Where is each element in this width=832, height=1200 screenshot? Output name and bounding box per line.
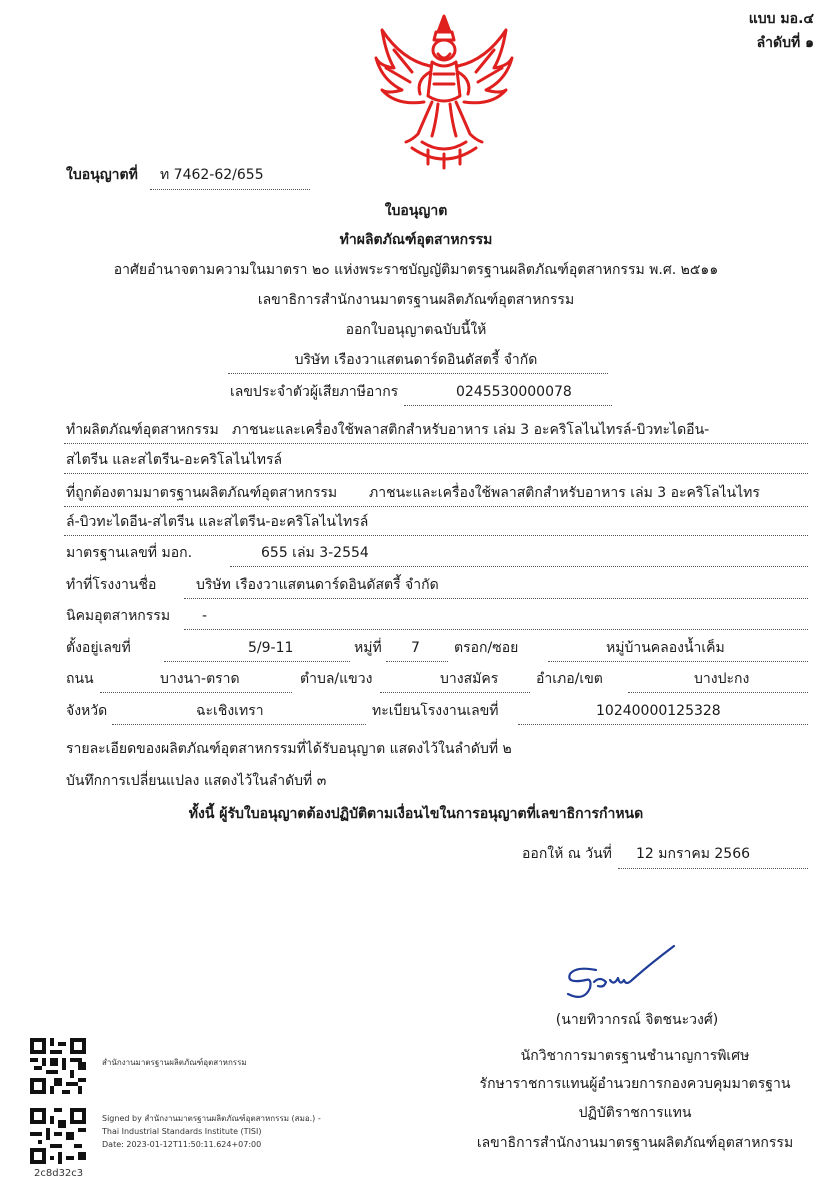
address-moo-value: 7 — [411, 640, 420, 656]
signature-icon — [560, 944, 690, 1006]
authority-line3: ออกใบอนุญาตฉบับนี้ให้ — [345, 322, 487, 338]
factory-label: ทำที่โรงงานชื่อ — [66, 577, 157, 593]
estate-value: - — [202, 608, 208, 624]
address-no-underline — [164, 661, 350, 662]
address-sub-label: ตำบล/แขวง — [300, 671, 373, 687]
address-soi-value: หมู่บ้านคลองน้ำเค็ม — [606, 640, 725, 656]
address-road-label: ถนน — [66, 671, 94, 687]
factory-underline — [184, 598, 808, 599]
address-sub-underline — [380, 692, 530, 693]
address-no-value: 5/9-11 — [248, 640, 294, 656]
address-reg-label: ทะเบียนโรงงานเลขที่ — [372, 703, 499, 719]
address-province-value: ฉะเชิงเทรา — [196, 703, 264, 719]
product-value-line2: สไตรีน และสไตรีน-อะคริโลไนไทรล์ — [66, 452, 283, 468]
standard-label: ที่ถูกต้องตามมาตรฐานผลิตภัณฑ์อุตสาหกรรม — [66, 485, 338, 501]
standard-value-line1: ภาชนะและเครื่องใช้พลาสติกสำหรับอาหาร เล่ม 3 อะคริโลไนไทร — [369, 485, 760, 501]
footer-office: สำนักงานมาตรฐานผลิตภัณฑ์อุตสาหกรรม — [102, 1058, 247, 1067]
garuda-emblem-icon — [372, 10, 516, 170]
signer-position-2: รักษาราชการแทนผู้อำนวยการกองควบคุมมาตรฐาน — [479, 1076, 791, 1092]
tax-underline — [404, 405, 612, 406]
license-label: ใบอนุญาตที่ — [66, 167, 138, 183]
authority-line2: เลขาธิการสำนักงานมาตรฐานผลิตภัณฑ์อุตสาหกรรม — [257, 292, 575, 308]
standard-no-label: มาตรฐานเลขที่ มอก. — [66, 545, 193, 561]
issued-underline — [618, 868, 808, 869]
address-road-value: บางนา-ตราด — [160, 671, 240, 687]
standard-no-value: 655 เล่ม 3-2554 — [261, 545, 369, 561]
license-underline — [150, 189, 310, 190]
factory-value: บริษัท เรืองวาแสตนดาร์ดอินดัสตรี้ จำกัด — [196, 577, 439, 593]
product-label: ทำผลิตภัณฑ์อุตสาหกรรม — [66, 422, 219, 438]
signer-position-3: ปฏิบัติราชการแทน — [578, 1105, 692, 1121]
address-soi-underline — [548, 661, 808, 662]
heading-subtitle: ทำผลิตภัณฑ์อุตสาหกรรม — [339, 232, 493, 248]
address-district-value: บางปะกง — [694, 671, 750, 687]
standard-underline-2 — [64, 535, 808, 536]
form-sequence: ลำดับที่ ๑ — [756, 35, 814, 51]
address-moo-label: หมู่ที่ — [354, 640, 382, 656]
standard-no-underline — [230, 566, 808, 567]
details-line1: รายละเอียดของผลิตภัณฑ์อุตสาหกรรมที่ได้รับอนุญาต แสดงไว้ในลำดับที่ ๒ — [66, 741, 512, 757]
product-value-line1: ภาชนะและเครื่องใช้พลาสติกสำหรับอาหาร เล่ม 3 อะคริโลไนไทรล์-บิวทะไดอีน- — [232, 422, 710, 438]
company-name: บริษัท เรืองวาแสตนดาร์ดอินดัสตรี้ จำกัด — [294, 352, 538, 368]
product-underline-2 — [64, 473, 808, 474]
signer-position-1: นักวิชาการมาตรฐานชำนาญการพิเศษ — [520, 1048, 750, 1064]
qr-code-icon — [30, 1038, 86, 1094]
address-province-label: จังหวัด — [66, 703, 108, 719]
signer-name: (นายทิวากรณ์ จิตชนะวงศ์) — [555, 1012, 719, 1028]
product-underline-1 — [64, 443, 808, 444]
details-line2: บันทึกการเปลี่ยนแปลง แสดงไว้ในลำดับที่ ๓ — [66, 773, 327, 789]
footer-institute: Thai Industrial Standards Institute (TISI) — [102, 1127, 262, 1136]
heading-title: ใบอนุญาต — [384, 203, 448, 219]
tax-label: เลขประจำตัวผู้เสียภาษีอากร — [230, 384, 399, 400]
address-district-underline — [628, 692, 808, 693]
address-province-underline — [112, 724, 366, 725]
condition-text: ทั้งนี้ ผู้รับใบอนุญาตต้องปฏิบัติตามเงื่อนไขในการอนุญาตที่เลขาธิการกำหนด — [188, 806, 644, 822]
issued-label: ออกให้ ณ วันที่ — [522, 846, 612, 862]
signer-position-4: เลขาธิการสำนักงานมาตรฐานผลิตภัณฑ์อุตสาหกรรม — [476, 1135, 794, 1151]
issued-date: 12 มกราคม 2566 — [636, 846, 751, 862]
authority-line1: อาศัยอำนาจตามความในมาตรา ๒๐ แห่งพระราชบัญญัติมาตรฐานผลิตภัณฑ์อุตสาหกรรม พ.ศ. ๒๕๑๑ — [113, 262, 719, 278]
footer-hash: 2c8d32c3 — [34, 1168, 84, 1179]
estate-label: นิคมอุตสาหกรรม — [66, 608, 171, 624]
footer-signed-by: Signed by สำนักงานมาตรฐานผลิตภัณฑ์อุตสาหกรรม (สมอ.) - — [102, 1114, 321, 1123]
address-moo-underline — [386, 661, 448, 662]
estate-underline — [184, 629, 808, 630]
address-road-underline — [100, 692, 292, 693]
address-sub-value: บางสมัคร — [440, 671, 499, 687]
address-soi-label: ตรอก/ซอย — [454, 640, 519, 656]
license-number: ท 7462-62/655 — [160, 167, 264, 183]
footer-date: Date: 2023-01-12T11:50:11.624+07:00 — [102, 1140, 262, 1149]
qr-code-icon — [30, 1108, 86, 1164]
address-reg-value: 10240000125328 — [596, 703, 721, 719]
form-code: แบบ มอ.๔ — [748, 11, 814, 27]
address-district-label: อำเภอ/เขต — [536, 671, 603, 687]
address-reg-underline — [518, 724, 808, 725]
address-no-label: ตั้งอยู่เลขที่ — [66, 640, 131, 656]
standard-underline-1 — [64, 506, 808, 507]
tax-value: 0245530000078 — [456, 384, 572, 400]
company-underline — [228, 373, 608, 374]
standard-value-line2: ล์-บิวทะไดอีน-สไตรีน และสไตรีน-อะคริโลไนไทรล์ — [66, 514, 369, 530]
